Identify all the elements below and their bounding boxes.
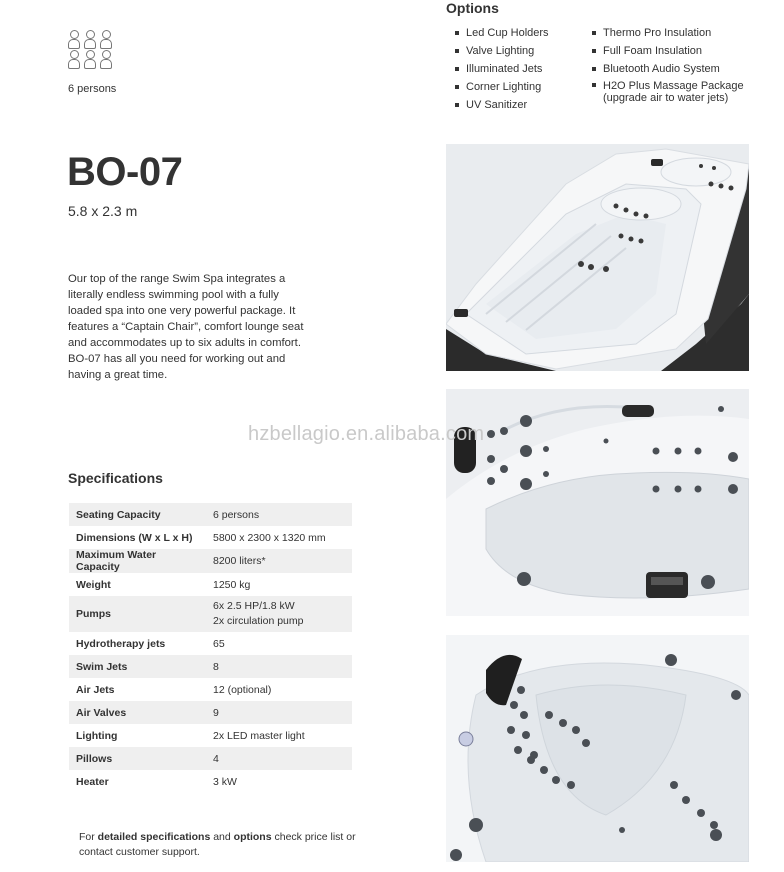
spec-value: 6 persons xyxy=(206,503,352,526)
spec-key: Lighting xyxy=(76,729,118,742)
specifications-heading: Specifications xyxy=(68,470,163,486)
person-icon xyxy=(84,50,96,68)
spec-value: 4 xyxy=(206,747,352,770)
footnote-text: For xyxy=(79,831,98,843)
spec-key: Dimensions (W x L x H) xyxy=(76,531,193,544)
spec-value-line: 2x circulation pump xyxy=(213,615,304,627)
footnote-text: and xyxy=(210,831,234,843)
person-icon xyxy=(100,30,112,48)
footnote-text: check price list or contact customer support. xyxy=(79,831,356,858)
table-row xyxy=(69,596,352,632)
table-row xyxy=(69,632,352,655)
option-item: Led Cup Holders xyxy=(454,24,549,42)
spec-value: 8200 liters* xyxy=(206,549,352,573)
table-row xyxy=(69,770,352,793)
option-item: Illuminated Jets xyxy=(454,60,549,78)
spec-key: Pillows xyxy=(69,747,206,770)
option-item: Thermo Pro Insulation xyxy=(591,24,744,42)
product-description: Our top of the range Swim Spa integrates a literally endless swimming pool with a fully loaded spa into one very powerful package. It features a “Captain Chair”, comfort lounge seat and accommodates up to six adults in comfort. BO-07 has all you need for working out and having a great time. xyxy=(68,273,304,381)
spec-value: 8 xyxy=(206,655,352,678)
spec-key: Swim Jets xyxy=(69,655,206,678)
option-item: Corner Lighting xyxy=(454,78,549,96)
person-icon xyxy=(68,50,80,68)
spa-overview-photo xyxy=(446,144,749,371)
table-row xyxy=(69,701,352,724)
person-icon xyxy=(68,30,80,48)
spec-value xyxy=(206,596,352,632)
product-size: 5.8 x 2.3 m xyxy=(68,203,138,219)
persons-label: 6 persons xyxy=(68,83,117,95)
spec-key: Pumps xyxy=(69,596,206,632)
spec-value-line: 6x 2.5 HP/1.8 kW xyxy=(213,600,295,612)
spec-key: Hydrotherapy jets xyxy=(76,637,166,650)
person-icon xyxy=(100,50,112,68)
table-row xyxy=(69,503,352,526)
footnote-bold: detailed specifications xyxy=(97,831,211,843)
table-row xyxy=(69,655,352,678)
footnote xyxy=(79,830,379,860)
table-row xyxy=(69,747,352,770)
spec-value: 5800 x 2300 x 1320 mm xyxy=(213,531,326,544)
option-item: Valve Lighting xyxy=(454,42,549,60)
table-row xyxy=(69,549,352,573)
watermark: hzbellagio.en.alibaba.com xyxy=(248,423,485,445)
table-row xyxy=(69,724,352,747)
spec-value: 9 xyxy=(206,701,352,724)
footnote-bold: options xyxy=(233,831,272,843)
option-item: Bluetooth Audio System xyxy=(591,60,744,78)
persons-icon-group xyxy=(68,30,114,68)
option-item: UV Sanitizer xyxy=(454,96,549,114)
options-heading: Options xyxy=(446,0,499,16)
spa-lounge-photo xyxy=(446,635,749,862)
spec-value: 12 (optional) xyxy=(213,683,272,696)
spec-key: Air Valves xyxy=(69,701,206,724)
option-item: Full Foam Insulation xyxy=(591,42,744,60)
table-row xyxy=(69,526,352,549)
spec-key: Air Jets xyxy=(76,683,115,696)
spec-value: 1250 kg xyxy=(213,578,251,591)
table-row xyxy=(69,573,352,596)
spec-key: Weight xyxy=(76,578,111,591)
spec-key: Heater xyxy=(76,775,109,788)
option-item-label: H2O Plus Massage Package xyxy=(603,80,744,92)
option-item xyxy=(591,78,744,106)
options-list-left xyxy=(454,24,549,114)
spa-seats-photo xyxy=(446,389,749,616)
specifications-table xyxy=(69,503,352,793)
person-icon xyxy=(84,30,96,48)
table-row xyxy=(69,678,352,701)
spec-key: Maximum Water Capacity xyxy=(69,549,206,573)
product-title: BO-07 xyxy=(67,150,183,194)
option-item-sublabel: (upgrade air to water jets) xyxy=(603,92,729,104)
spec-value: 3 kW xyxy=(213,775,237,788)
options-list-right xyxy=(591,24,744,106)
spec-key: Seating Capacity xyxy=(69,503,206,526)
spec-value: 2x LED master light xyxy=(213,729,305,742)
spec-value: 65 xyxy=(213,637,225,650)
